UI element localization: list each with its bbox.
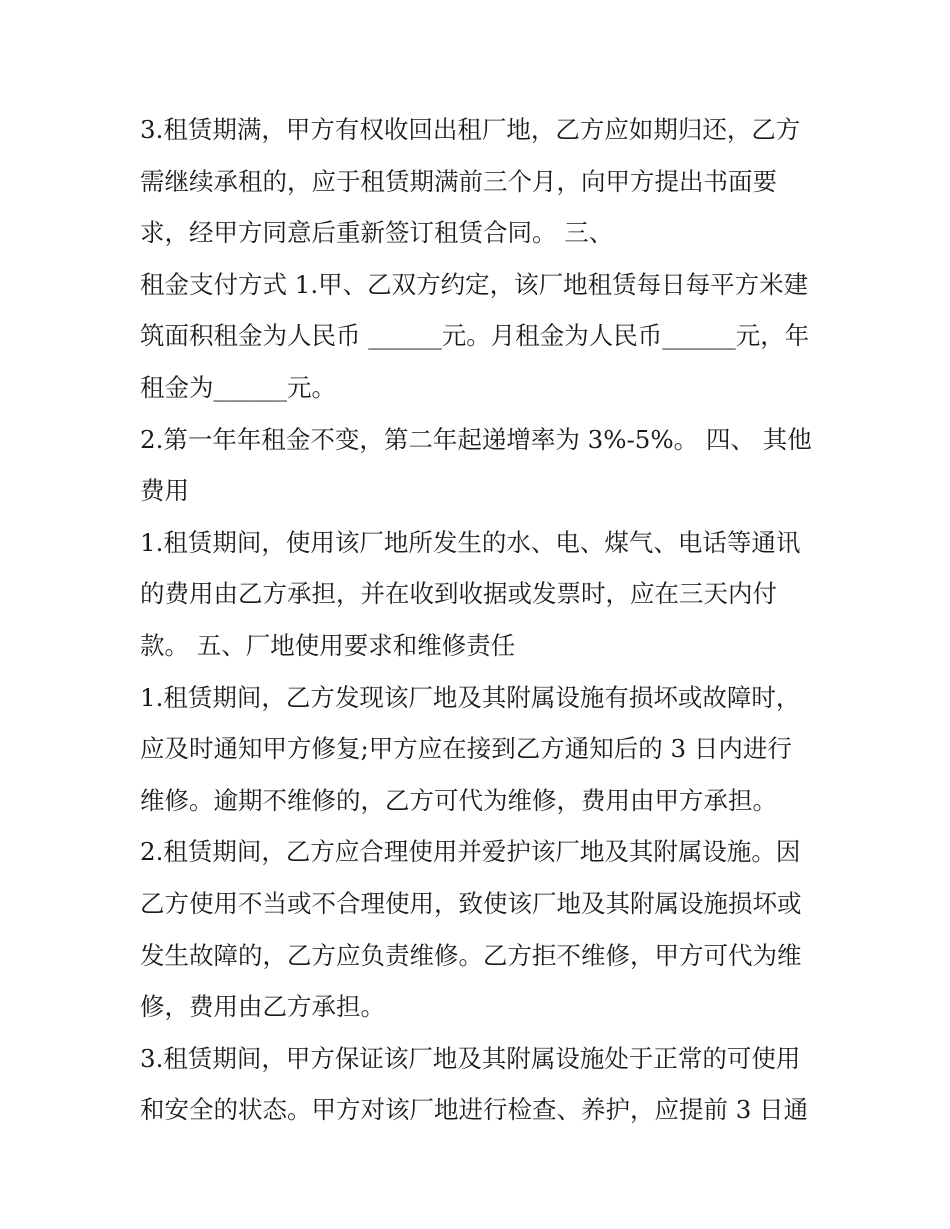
text-line: 需继续承租的，应于租赁期满前三个月，向甲方提出书面要 [140,166,777,196]
text-line: 款。 五、厂地使用要求和维修责任 [140,630,516,660]
text-line: 应及时通知甲方修复;甲方应在接到乙方通知后的 3 日内进行 [140,734,792,764]
text-line: 租金支付方式 1.甲、乙双方约定，该厂地租赁每日每平方米建 [140,269,809,299]
text-line: 维修。逾期不维修的，乙方可代为维修，费用由甲方承担。 [140,785,777,815]
text-line: 求，经甲方同意后重新签订租赁合同。 三、 [140,218,614,248]
text-line: 发生故障的，乙方应负责维修。乙方拒不维修，甲方可代为维 [140,940,802,970]
text-line: 租金为______元。 [140,372,336,402]
text-line: 筑面积租金为人民币 ______元。月租金为人民币______元，年 [140,321,810,351]
text-line: 的费用由乙方承担，并在收到收据或发票时，应在三天内付 [140,579,777,609]
text-line: 3.租赁期间，甲方保证该厂地及其附属设施处于正常的可使用 [140,1043,801,1073]
text-line: 修，费用由乙方承担。 [140,992,385,1022]
text-line: 2.租赁期间，乙方应合理使用并爱护该厂地及其附属设施。因 [140,837,801,867]
text-line: 1.租赁期间，乙方发现该厂地及其附属设施有损坏或故障时， [140,682,801,712]
text-line: 和安全的状态。甲方对该厂地进行检查、养护，应提前 3 日通 [140,1095,809,1125]
text-line: 1.租赁期间，使用该厂地所发生的水、电、煤气、电话等通讯 [140,527,801,557]
text-line: 乙方使用不当或不合理使用，致使该厂地及其附属设施损坏或 [140,888,802,918]
text-line: 费用 [140,476,189,506]
text-line: 3.租赁期满，甲方有权收回出租厂地，乙方应如期归还，乙方 [140,115,801,144]
contract-text [140,104,820,1136]
text-line: 2.第一年年租金不变，第二年起递增率为 3%-5%。 四、 其他 [140,424,812,454]
